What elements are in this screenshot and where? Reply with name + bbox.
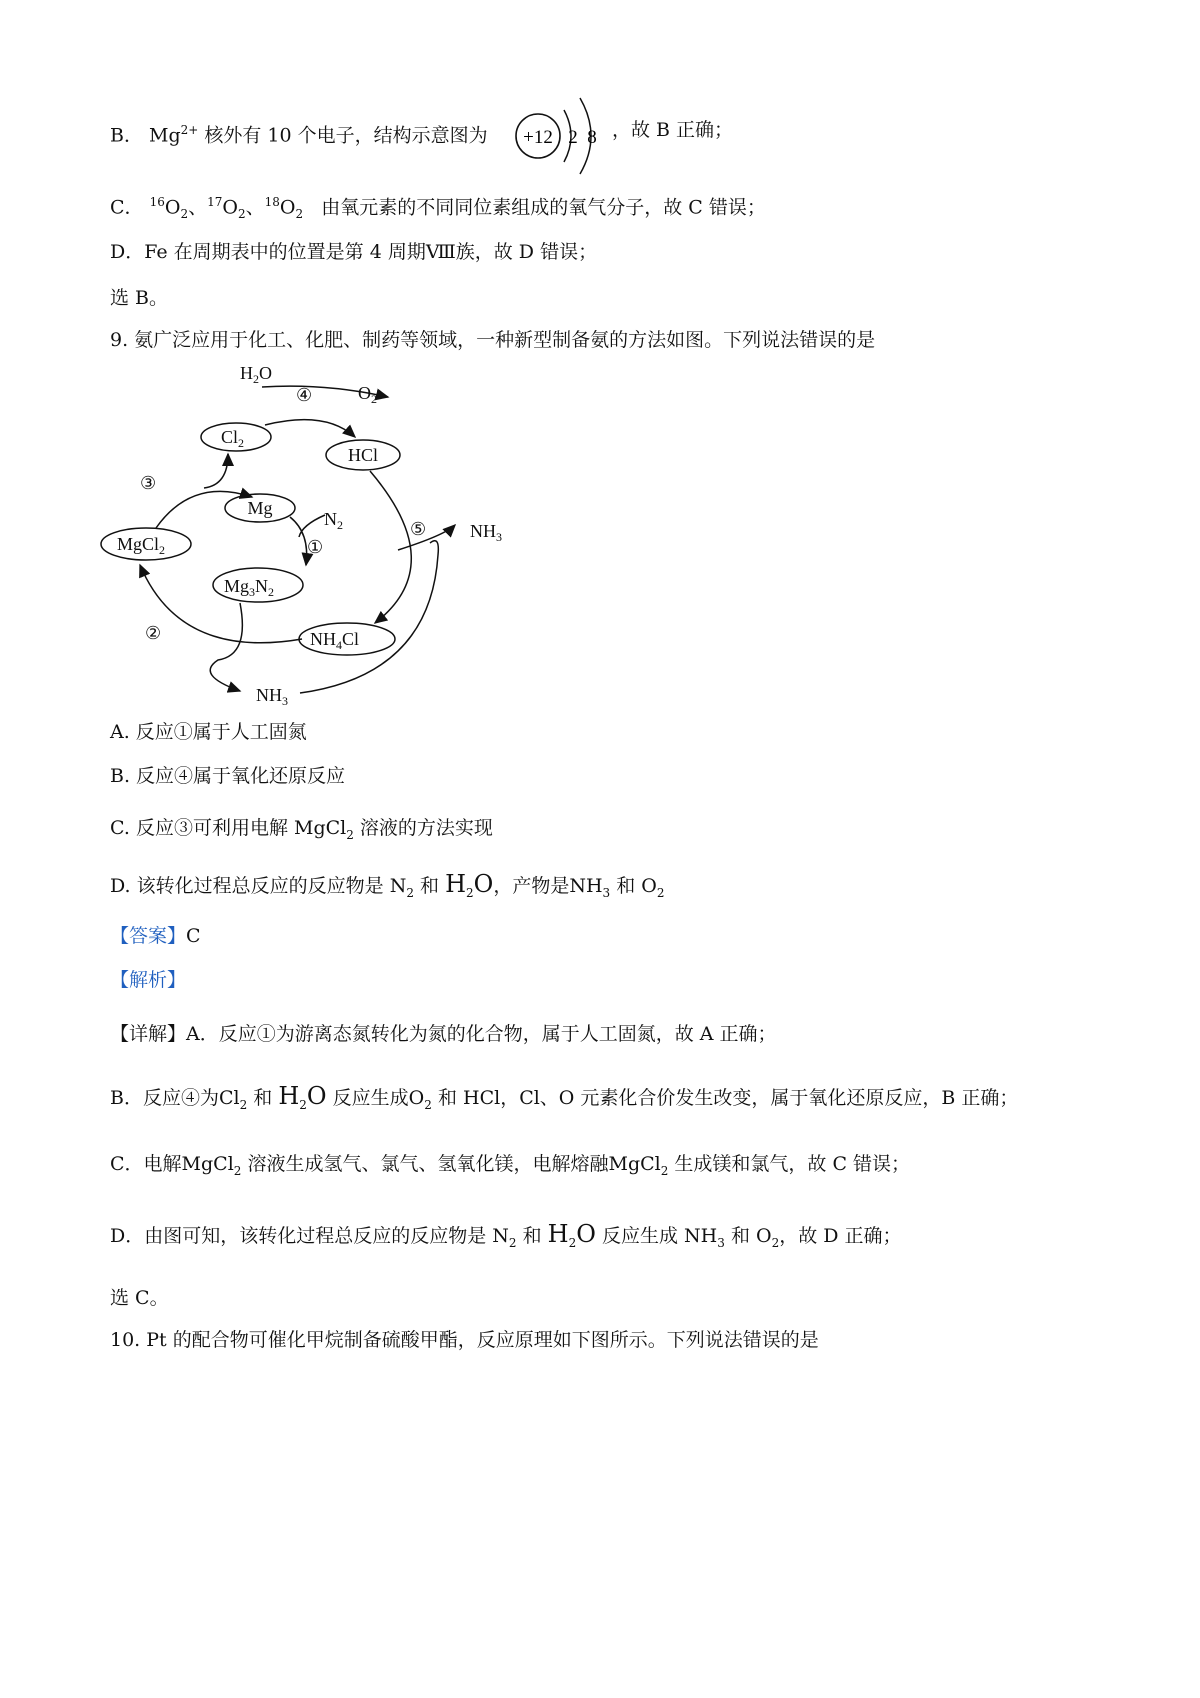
nh4cl-label: $NH_4Cl$ — [310, 629, 360, 652]
step-5-label: ⑤ — [410, 519, 427, 539]
mg-ion-structure-diagram — [510, 90, 610, 180]
h2o-label: $H_2O$ — [240, 363, 272, 386]
mgcl2-label: MgCl$_2$ — [117, 534, 166, 557]
q9-stem: 9. 氨广泛应用于化工、化肥、制药等领域，一种新型制备氨的方法如图。下列说法错误的是 — [110, 329, 876, 351]
answer-label: 【答案】 — [110, 925, 187, 947]
step-1-label: ① — [307, 537, 324, 557]
answer-line — [110, 922, 201, 950]
q9-option-d: D. 该转化过程总反应的反应物是 $N_2$ 和 $H_2O$，产物是$NH_3$ 和 $O_2$ — [110, 870, 665, 900]
q8-selection: 选 B。 — [110, 287, 169, 309]
q9-option-b: B. 反应④属于氧化还原反应 — [110, 765, 346, 787]
detail-b: B．反应④为$Cl_2$ 和 $H_2O$ 反应生成$O_2$ 和 HCl，Cl、O 元素化合价发生改变，属于氧化还原反应，B 正确； — [110, 1082, 1019, 1112]
n2-label: $N_2$ — [324, 509, 343, 532]
detail-c: C．电解MgCl$_2$ 溶液生成氢气、氯气、氢氧化镁，电解熔融MgCl$_2$ 生成镁和氯气，故 C 错误； — [110, 1153, 911, 1178]
step-2-label: ② — [145, 623, 162, 643]
mg3n2-label: $Mg_3N_2$ — [224, 576, 275, 599]
nucleus-charge: +12 — [523, 127, 553, 148]
q8-option-d: D．Fe 在周期表中的位置是第 4 周期Ⅷ族，故 D 错误； — [110, 241, 598, 263]
mg-label: Mg — [247, 498, 273, 518]
analysis-label: 【解析】 — [110, 969, 187, 991]
q8-option-b: B． $Mg^{2+}$ 核外有 10 个电子，结构示意图为 — [110, 123, 488, 147]
o2-label: $O_2$ — [358, 383, 377, 406]
q9-option-a: A. 反应①属于人工固氮 — [110, 721, 307, 743]
hcl-label: HCl — [347, 445, 379, 465]
ammonia-cycle-diagram — [100, 355, 560, 720]
shell-2-electrons: 8 — [587, 127, 597, 148]
q9-selection: 选 C。 — [110, 1287, 169, 1309]
q8-option-b-end: ，故 B 正确； — [612, 119, 734, 141]
nh3-right-label: $NH_3$ — [470, 521, 502, 544]
detail-d: D．由图可知，该转化过程总反应的反应物是 $N_2$ 和 $H_2O$ 反应生成 $NH_3$ 和 $O_2$，故 D 正确； — [110, 1220, 902, 1250]
step-4-label: ④ — [296, 385, 313, 405]
shell-1-electrons: 2 — [568, 127, 578, 148]
q9-option-c: C. 反应③可利用电解 MgCl$_2$ 溶液的方法实现 — [110, 817, 493, 842]
cl2-label: $Cl_2$ — [221, 427, 245, 450]
nh3-bottom-label: $NH_3$ — [256, 685, 288, 708]
step-3-label: ③ — [140, 473, 157, 493]
q8-option-c: C． $^{16}O_2$、$^{17}O_2$、$^{18}O_2$ 由氧元素的不同同位素组成的氧气分子，故 C 错误； — [110, 195, 766, 222]
answer-value: C — [186, 925, 201, 947]
q10-stem: 10. Pt 的配合物可催化甲烷制备硫酸甲酯，反应原理如下图所示。下列说法错误的是 — [110, 1329, 819, 1351]
detail-a: 【详解】A．反应①为游离态氮转化为氮的化合物，属于人工固氮，故 A 正确； — [110, 1023, 777, 1045]
